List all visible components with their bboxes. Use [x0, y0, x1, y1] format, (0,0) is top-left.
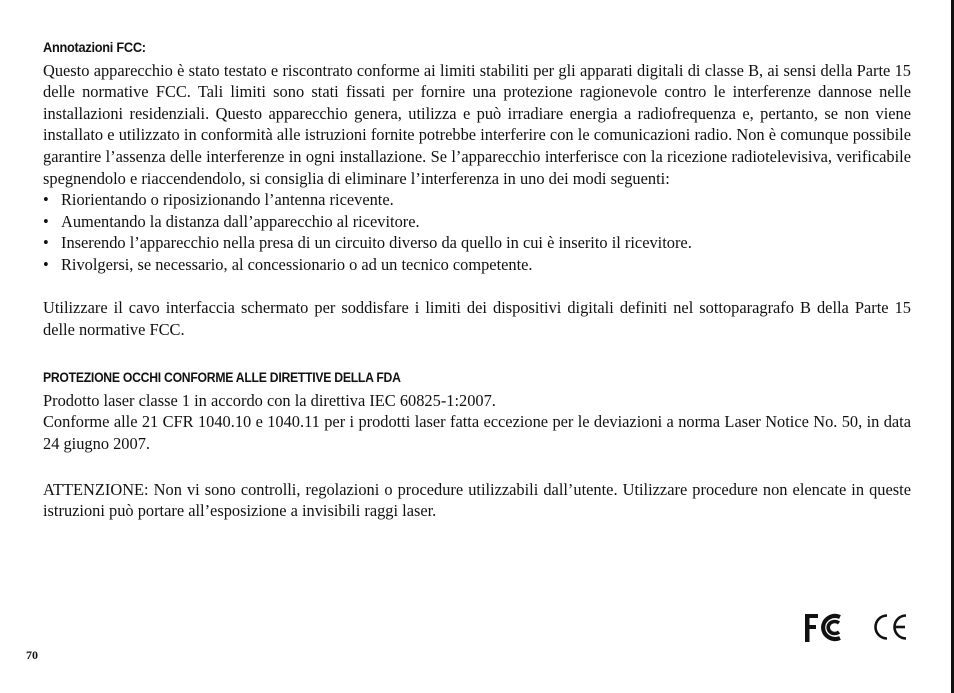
- interference-remedies-list: [43, 189, 911, 275]
- list-item: [43, 254, 911, 276]
- ce-mark-logo: [872, 612, 908, 642]
- cable-note-paragraph: Utilizzare il cavo interfaccia schermato per soddisfare i limiti dei dispositivi digitali definiti nel sottoparagrafo B della Parte 15 delle normative FCC.: [43, 298, 911, 339]
- bullet: •: [43, 190, 49, 210]
- list-item: [43, 211, 911, 233]
- fda-heading: PROTEZIONE OCCHI CONFORME ALLE DIRETTIVE DELLA FDA: [43, 370, 401, 387]
- cfr-compliance-paragraph: Conforme alle 21 CFR 1040.10 e 1040.11 per i prodotti laser fatta eccezione per le deviazioni a norma Laser Notice No. 50, in data 24 giugno 2007.: [43, 412, 911, 453]
- list-item-text: Inserendo l’apparecchio nella presa di un circuito diverso da quello in cui è inserito il ricevitore.: [61, 233, 692, 253]
- bullet: •: [43, 211, 49, 231]
- list-item-text: Aumentando la distanza dall’apparecchio al ricevitore.: [61, 211, 420, 231]
- fcc-logo: [803, 611, 848, 644]
- bullet: •: [43, 254, 49, 274]
- list-item: [43, 232, 911, 254]
- fcc-paragraph: Questo apparecchio è stato testato e riscontrato conforme ai limiti stabiliti per gli apparati digitali di classe B, ai sensi della Parte 15 delle normative FCC. Tali limiti sono stati fissati per fornire una protezione ragionevole contro le interferenze dannose nelle installazioni residenziali. Questo apparecchio genera, utilizza e può irradiare energia a radiofrequenza e, pertanto, se non viene installato e utilizzato in conformità alle istruzioni fornite potrebbe interferire con le comunicazioni radio. Non è comunque possibile garantire l’assenza delle interferenze in ogni installazione. Se l’apparecchio interferisce con la ricezione radiotelevisiva, verificabile spegnendolo e riaccendendolo, si consiglia di eliminare l’interferenza in uno dei modi seguenti:: [43, 60, 911, 188]
- warning-paragraph: ATTENZIONE: Non vi sono controlli, regolazioni o procedure utilizzabili dall’utente. Utilizzare procedure non elencate in queste istruzioni può portare all’esposizione a invisibili raggi laser.: [43, 479, 911, 521]
- page-number: 70: [26, 648, 38, 662]
- list-item: [43, 189, 911, 211]
- fcc-heading: Annotazioni FCC:: [43, 40, 146, 56]
- list-item-text: Rivolgersi, se necessario, al concessionario o ad un tecnico competente.: [61, 254, 533, 274]
- page-content: [43, 38, 911, 522]
- bullet: •: [43, 233, 49, 253]
- list-item-text: Riorientando o riposizionando l’antenna ricevente.: [61, 190, 394, 210]
- laser-class-line: Prodotto laser classe 1 in accordo con la direttiva IEC 60825-1:2007.: [43, 390, 496, 410]
